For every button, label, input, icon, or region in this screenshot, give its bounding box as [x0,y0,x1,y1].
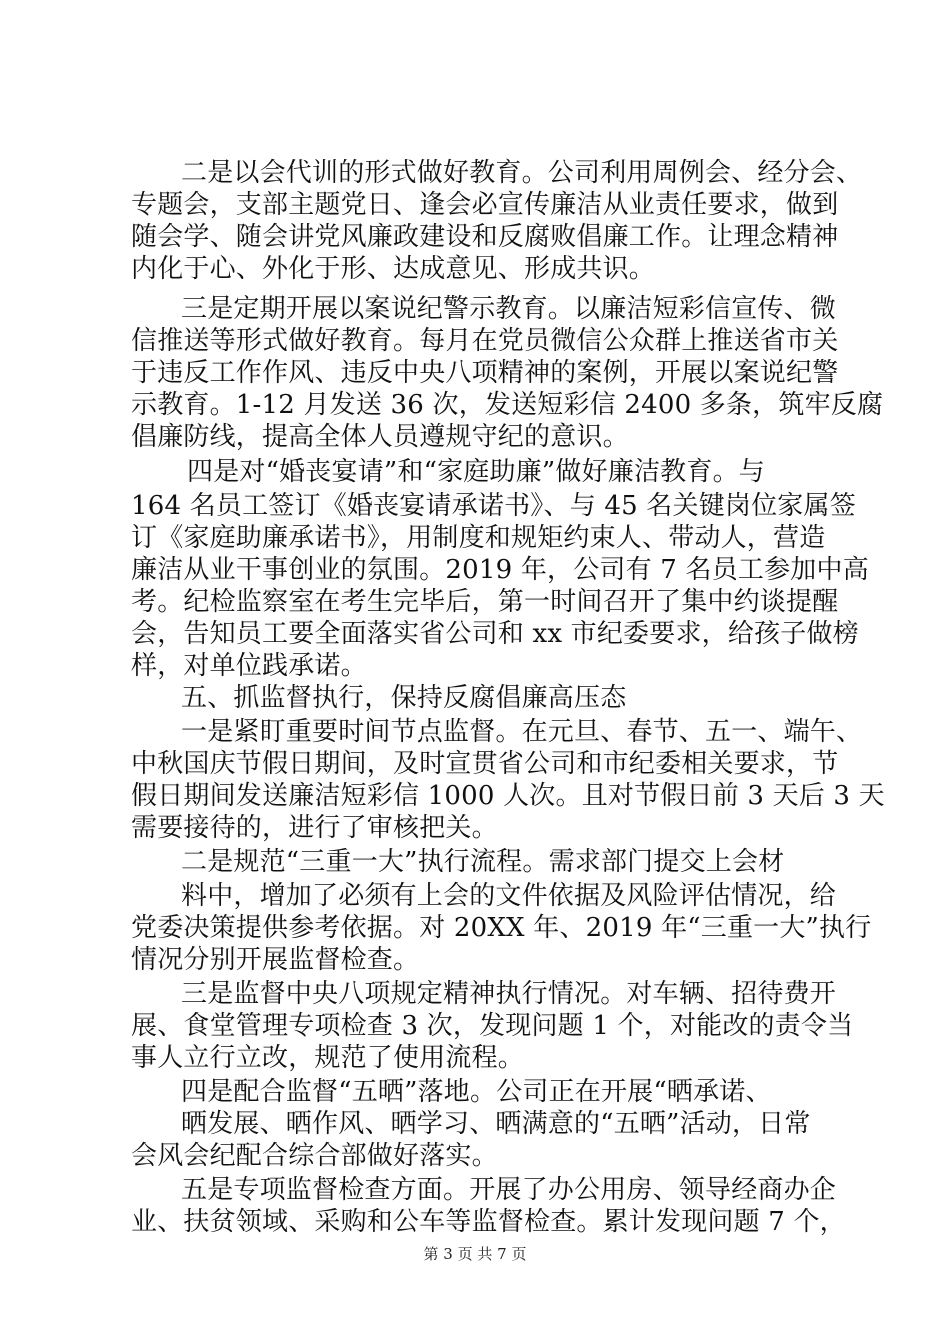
text-line: 中秋国庆节假日期间，及时宣贯省公司和市纪委相关要求，节 [131,749,839,779]
text-line: 一是紧盯重要时间节点监督。在元旦、春节、五一、端午、 [181,717,863,747]
text-line: 示教育。1-12 月发送 36 次，发送短彩信 2400 多条，筑牢反腐 [131,390,884,420]
text-line: 二是以会代训的形式做好教育。公司利用周例会、经分会、 [181,158,863,188]
text-line: 倡廉防线，提高全体人员遵规守纪的意识。 [131,422,629,452]
text-line: 假日期间发送廉洁短彩信 1000 人次。且对节假日前 3 天后 3 天 [131,781,885,811]
text-line: 展、食堂管理专项检查 3 次，发现问题 1 个，对能改的责令当 [131,1011,854,1041]
text-line: 164 名员工签订《婚丧宴请承诺书》、与 45 名关键岗位家属签 [131,491,856,521]
text-line: 业、扶贫领域、采购和公车等监督检查。累计发现问题 7 个， [131,1207,846,1237]
text-line: 会风会纪配合综合部做好落实。 [131,1141,498,1171]
text-line: 专题会，支部主题党日、逢会必宣传廉洁从业责任要求，做到 [131,190,839,220]
page-number-footer: 第 3 页 共 7 页 [423,1245,527,1263]
text-line: 样，对单位践承诺。 [131,651,367,681]
text-line: 情况分别开展监督检查。 [131,945,420,975]
text-line: 晒发展、晒作风、晒学习、晒满意的“五晒”活动，日常 [181,1109,811,1139]
text-line: 党委决策提供参考依据。对 20XX 年、2019 年“三重一大”执行 [131,913,872,943]
text-line: 五是专项监督检查方面。开展了办公用房、领导经商办企 [181,1175,837,1205]
text-line: 考。纪检监察室在考生完毕后，第一时间召开了集中约谈提醒 [131,587,839,617]
text-line: 三是定期开展以案说纪警示教育。以廉洁短彩信宣传、微 [181,294,837,324]
text-line: 需要接待的，进行了审核把关。 [131,813,498,843]
section-heading: 五、抓监督执行，保持反腐倡廉高压态 [181,683,627,713]
text-line: 信推送等形式做好教育。每月在党员微信公众群上推送省市关 [131,326,839,356]
text-line: 于违反工作作风、违反中央八项精神的案例，开展以案说纪警 [131,358,839,388]
text-line: 三是监督中央八项规定精神执行情况。对车辆、招待费开 [181,979,837,1009]
text-line: 内化于心、外化于形、达成意见、形成共识。 [131,254,656,284]
text-line: 四是对“婚丧宴请”和“家庭助廉”做好廉洁教育。与 [187,457,765,487]
text-line: 随会学、随会讲党风廉政建设和反腐败倡廉工作。让理念精神 [131,222,839,252]
text-line: 事人立行立改，规范了使用流程。 [131,1043,525,1073]
text-line: 会，告知员工要全面落实省公司和 xx 市纪委要求，给孩子做榜 [131,619,859,649]
text-line: 二是规范“三重一大”执行流程。需求部门提交上会材 [181,847,785,877]
text-line: 四是配合监督“五晒”落地。公司正在开展“晒承诺、 [181,1077,772,1107]
text-line: 订《家庭助廉承诺书》，用制度和规矩约束人、带动人，营造 [131,523,826,553]
text-line: 廉洁从业干事创业的氛围。2019 年，公司有 7 名员工参加中高 [131,555,869,585]
text-line: 料中，增加了必须有上会的文件依据及风险评估情况，给 [181,881,837,911]
